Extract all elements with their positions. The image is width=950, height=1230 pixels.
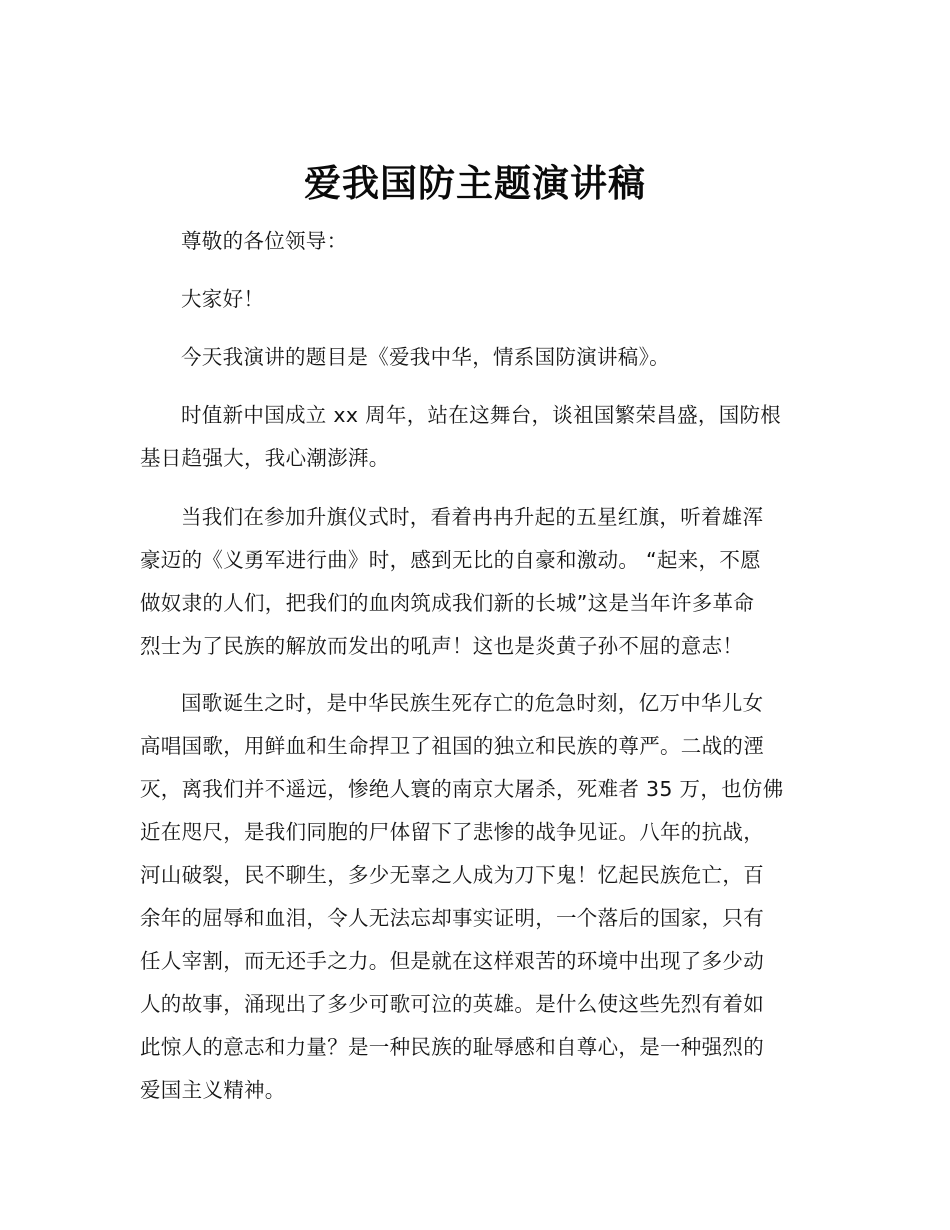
paragraph-line: 国歌诞生之时，是中华民族生死存亡的危急时刻，亿万中华儿女 bbox=[181, 691, 764, 715]
paragraph-greeting bbox=[140, 278, 812, 321]
paragraph-line: 豪迈的《义勇军进行曲》时，感到无比的自豪和激动。 “起来，不愿 bbox=[140, 548, 761, 572]
paragraph-line: 高唱国歌，用鲜血和生命捍卫了祖国的独立和民族的尊严。二战的湮 bbox=[140, 734, 764, 758]
paragraph-line: 尊敬的各位领导： bbox=[181, 229, 348, 253]
paragraph-line: 今天我演讲的题目是《爱我中华，情系国防演讲稿》。 bbox=[181, 345, 670, 369]
paragraph-national-anthem bbox=[140, 682, 812, 1112]
paragraph-line: 做奴隶的人们，把我们的血肉筑成我们新的长城”这是当年许多革命 bbox=[140, 591, 755, 615]
paragraph-line: 爱国主义精神。 bbox=[140, 1078, 286, 1102]
paragraph-line: 基日趋强大，我心潮澎湃。 bbox=[140, 446, 390, 470]
paragraph-line: 大家好！ bbox=[181, 287, 265, 311]
paragraph-anniversary bbox=[140, 394, 812, 480]
paragraph-line: 余年的屈辱和血泪，令人无法忘却事实证明，一个落后的国家，只有 bbox=[140, 906, 764, 930]
paragraph-line: 此惊人的意志和力量？是一种民族的耻辱感和自尊心，是一种强烈的 bbox=[140, 1035, 764, 1059]
paragraph-line: 河山破裂，民不聊生，多少无辜之人成为刀下鬼！忆起民族危亡，百 bbox=[140, 863, 764, 887]
paragraph-flag-ceremony bbox=[140, 496, 812, 668]
paragraph-line: 人的故事，涌现出了多少可歌可泣的英雄。是什么使这些先烈有着如 bbox=[140, 992, 764, 1016]
paragraph-line: 近在咫尺，是我们同胞的尸体留下了悲惨的战争见证。八年的抗战， bbox=[140, 820, 764, 844]
paragraph-line: 任人宰割，而无还手之力。但是就在这样艰苦的环境中出现了多少动 bbox=[140, 949, 764, 973]
paragraph-line: 当我们在参加升旗仪式时，看着冉冉升起的五星红旗，听着雄浑 bbox=[181, 505, 764, 529]
paragraph-line: 烈士为了民族的解放而发出的吼声！这也是炎黄子孙不屈的意志！ bbox=[140, 634, 744, 658]
document-title: 爱我国防主题演讲稿 bbox=[304, 161, 646, 205]
paragraph-line: 时值新中国成立 xx 周年，站在这舞台，谈祖国繁荣昌盛，国防根 bbox=[181, 403, 782, 427]
paragraph-salutation bbox=[140, 220, 812, 263]
paragraph-line: 灭，离我们并不遥远，惨绝人寰的南京大屠杀，死难者 35 万，也仿佛 bbox=[140, 777, 784, 801]
paragraph-topic bbox=[140, 336, 812, 379]
